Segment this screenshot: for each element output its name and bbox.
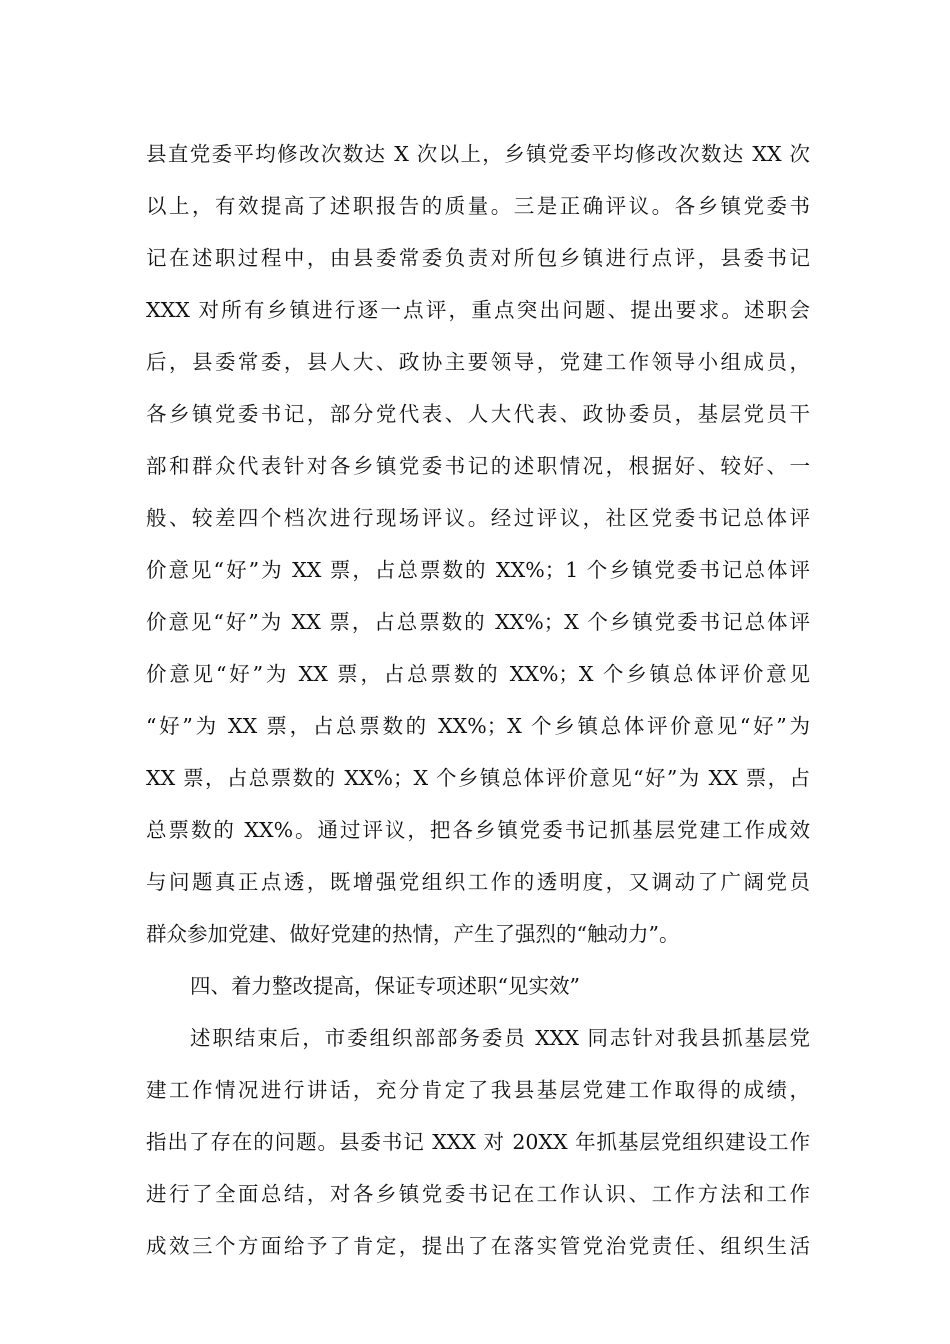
- text-line: 总票数的 XX%。通过评议，把各乡镇党委书记抓基层党建工作成效: [146, 818, 810, 842]
- body-text: [146, 128, 810, 1272]
- text-line: 指出了存在的问题。县委书记 XXX 对 20XX 年抓基层党组织建设工作: [146, 1130, 810, 1154]
- text-line: “好”为 XX 票，占总票数的 XX%；X 个乡镇总体评价意见“好”为: [146, 714, 810, 738]
- text-line: 后，县委常委，县人大、政协主要领导，党建工作领导小组成员，: [146, 350, 810, 374]
- text-line: 进行了全面总结，对各乡镇党委书记在工作认识、工作方法和工作: [146, 1182, 810, 1206]
- text-line: 成效三个方面给予了肯定，提出了在落实管党治党责任、组织生活: [146, 1234, 810, 1258]
- text-line: 般、较差四个档次进行现场评议。经过评议，社区党委书记总体评: [146, 506, 810, 530]
- text-line: XX 票，占总票数的 XX%；X 个乡镇总体评价意见“好”为 XX 票，占: [146, 766, 810, 790]
- text-line: 以上，有效提高了述职报告的质量。三是正确评议。各乡镇党委书: [146, 194, 810, 218]
- text-line: XXX 对所有乡镇进行逐一点评，重点突出问题、提出要求。述职会: [146, 298, 810, 322]
- text-line: 述职结束后，市委组织部部务委员 XXX 同志针对我县抓基层党: [190, 1026, 810, 1050]
- text-line: 价意见“好”为 XX 票，占总票数的 XX%；1 个乡镇党委书记总体评: [146, 558, 810, 582]
- text-line: 记在述职过程中，由县委常委负责对所包乡镇进行点评，县委书记: [146, 246, 810, 270]
- text-line: 建工作情况进行讲话，充分肯定了我县基层党建工作取得的成绩，: [146, 1078, 810, 1102]
- text-line: 价意见“好”为 XX 票，占总票数的 XX%；X 个乡镇总体评价意见: [146, 662, 810, 686]
- text-line: 群众参加党建、做好党建的热情，产生了强烈的“触动力”。: [146, 922, 680, 946]
- text-line: 各乡镇党委书记，部分党代表、人大代表、政协委员，基层党员干: [146, 402, 810, 426]
- text-line: 与问题真正点透，既增强党组织工作的透明度，又调动了广阔党员: [146, 870, 810, 894]
- text-line: 部和群众代表针对各乡镇党委书记的述职情况，根据好、较好、一: [146, 454, 810, 478]
- section-heading: 四、着力整改提高，保证专项述职“见实效”: [190, 974, 580, 998]
- text-line: 价意见“好”为 XX 票，占总票数的 XX%；X 个乡镇党委书记总体评: [146, 610, 810, 634]
- text-line: 县直党委平均修改次数达 X 次以上，乡镇党委平均修改次数达 XX 次: [146, 142, 810, 166]
